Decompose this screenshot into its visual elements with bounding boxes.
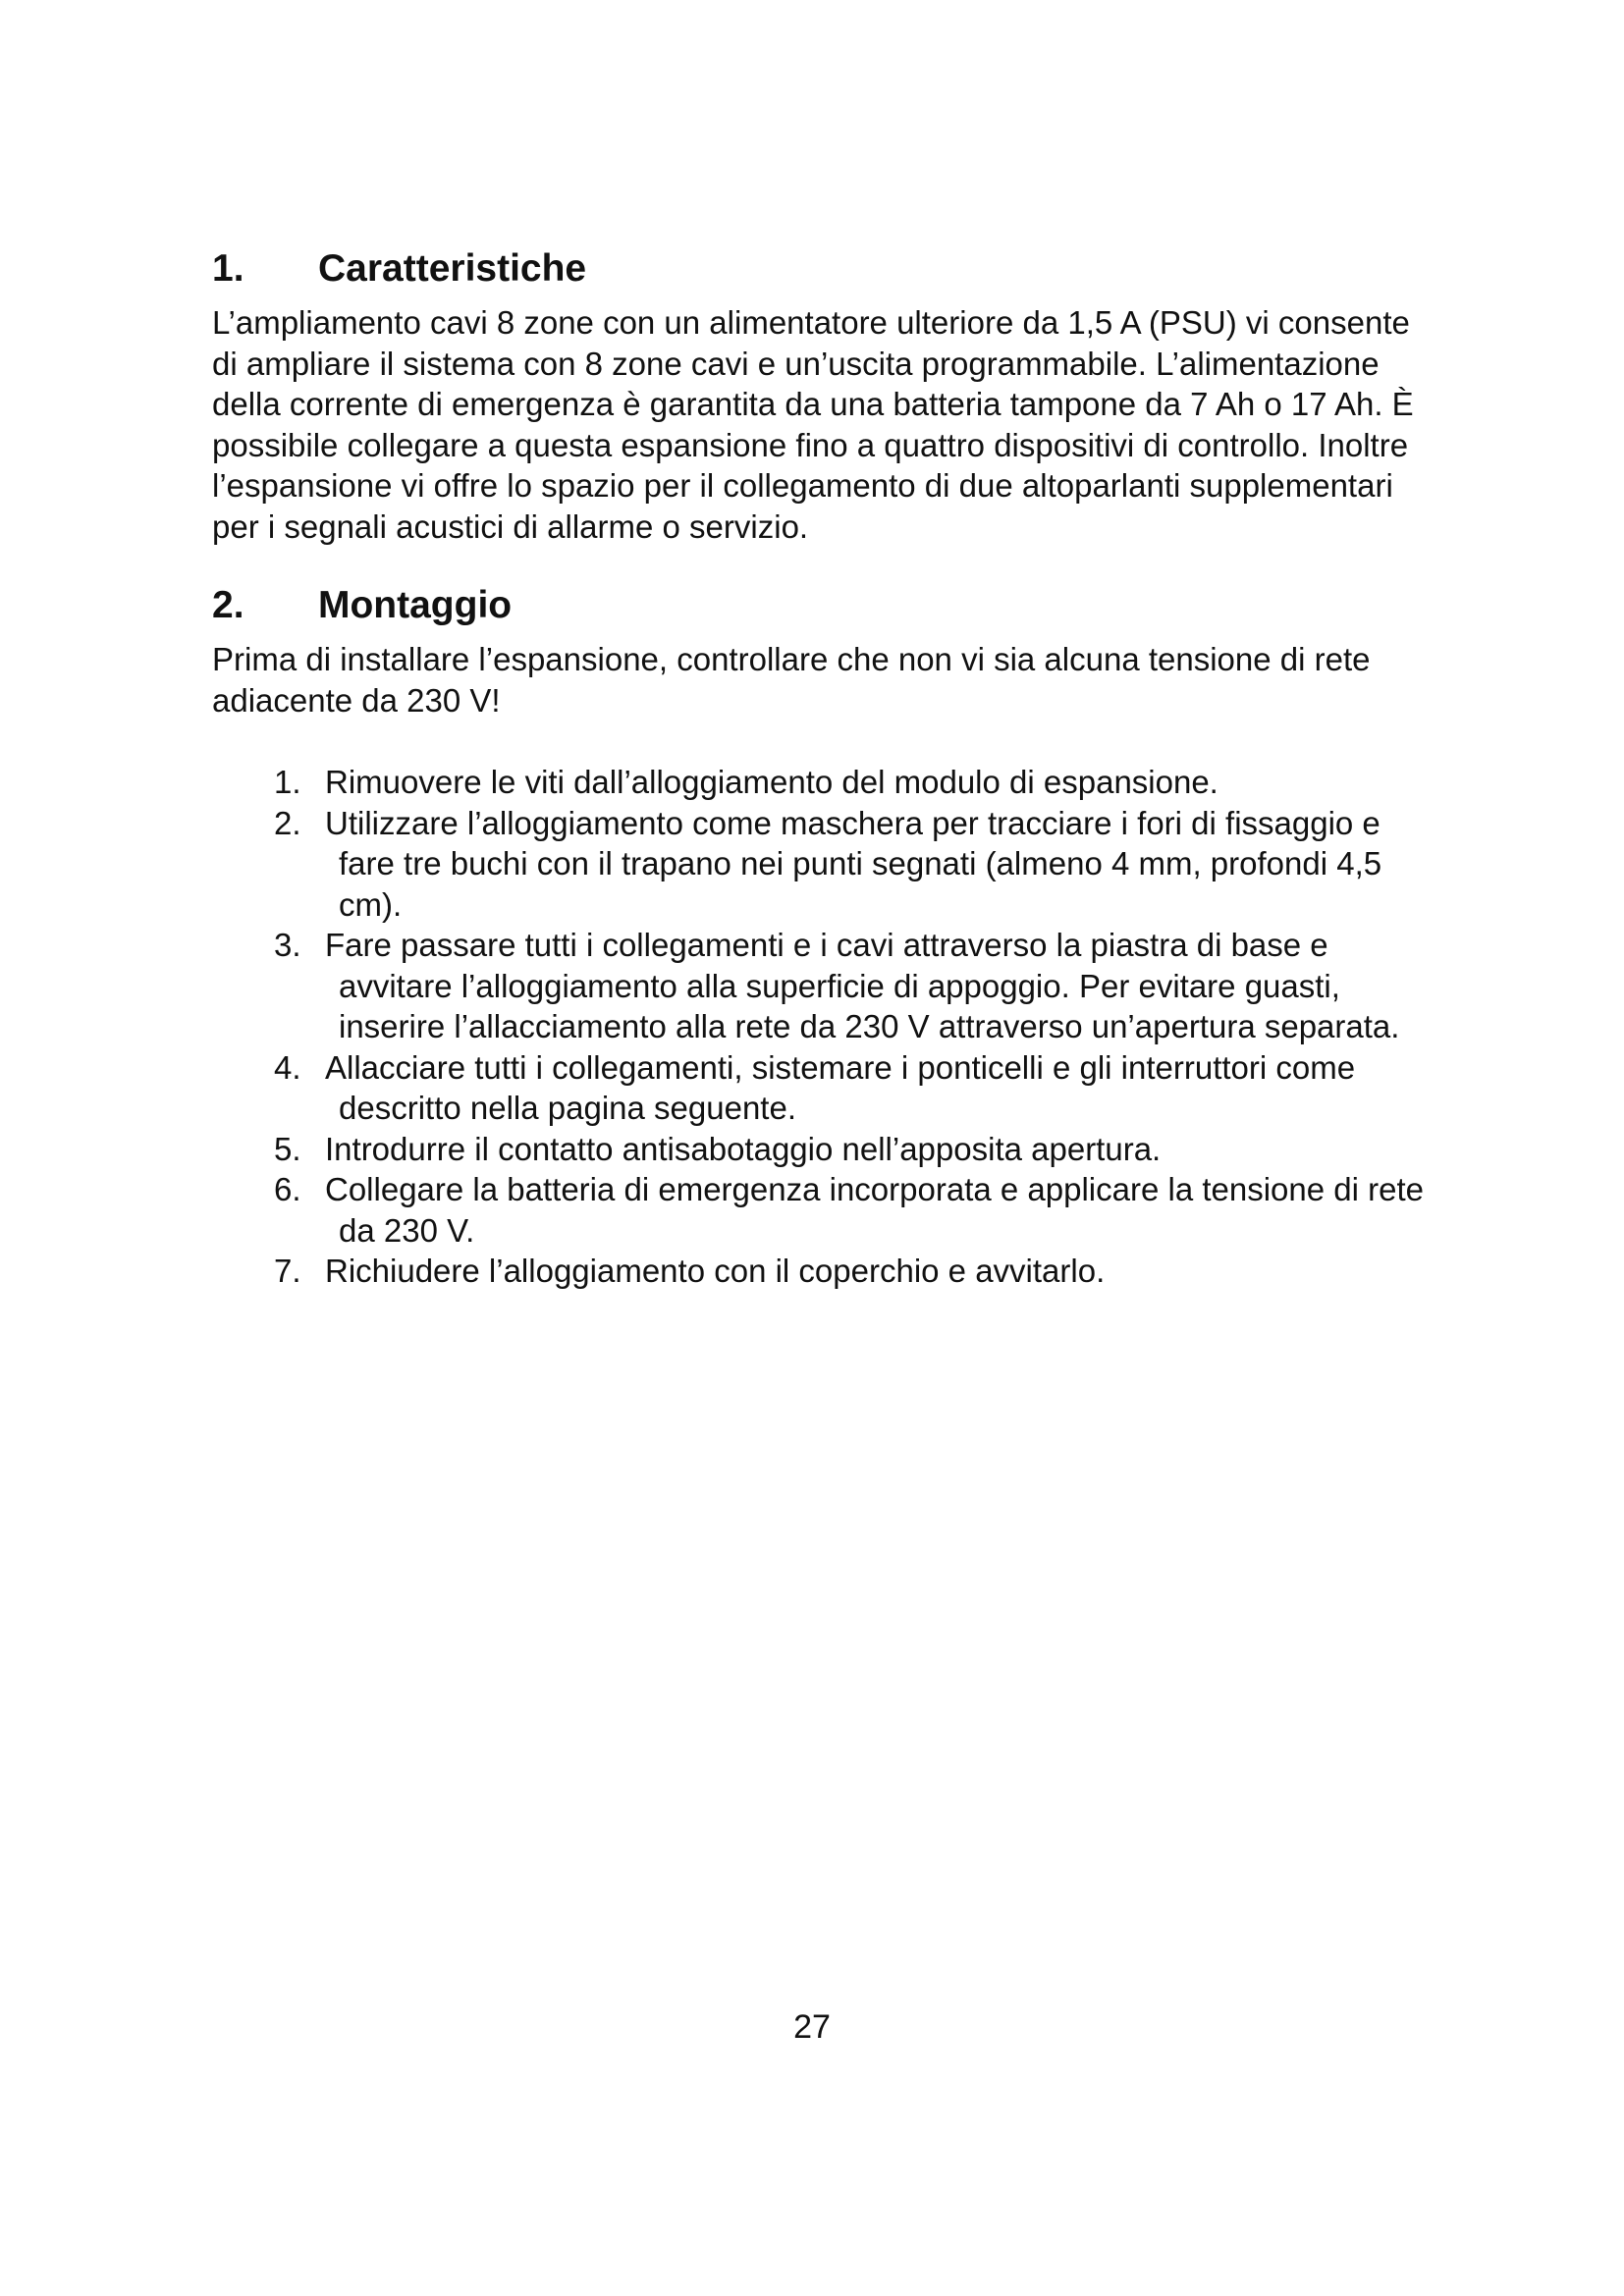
step-number: 4. [274,1048,301,1086]
list-item [274,1129,1430,1170]
section-montaggio [212,582,1430,1292]
document-page [212,245,1430,1292]
step-text: Collegare la batteria di emergenza incorporata e applicare la tensione di rete da 230 V. [325,1171,1425,1249]
step-text: Rimuovere le viti dall’alloggiamento del modulo di espansione. [325,764,1218,800]
step-number: 5. [274,1130,301,1167]
step-text: Introdurre il contatto antisabotaggio nell’apposita apertura. [325,1130,1162,1167]
section-number: 1. [212,247,244,290]
section-heading [212,582,1430,629]
step-number: 3. [274,927,301,963]
list-item [274,925,1430,1047]
body-paragraph: L’ampliamento cavi 8 zone con un alimentatore ulteriore da 1,5 A (PSU) vi consente di ampliare il sistema con 8 zone cavi e un’uscita programmabile. L’alimentazione della corrente di emergenza è garantita da una batteria tampone da 7 Ah o 17 Ah. È possibile collegare a questa espansione fino a quattro dispositivi di controllo. Inoltre l’espansione vi offre lo spazio per il collegamento di due altoparlanti supplementari per i segnali acustici di allarme o servizio. [212,304,1414,545]
list-item [274,1169,1430,1251]
list-item [274,1251,1430,1292]
step-number: 1. [274,764,301,800]
section-caratteristiche [212,245,1430,547]
step-text: Allacciare tutti i collegamenti, sistemare i ponticelli e gli interruttori come descritto nella pagina seguente. [325,1048,1356,1126]
list-item [274,803,1430,926]
page-number: 27 [793,2008,831,2046]
step-text: Fare passare tutti i collegamenti e i cavi attraverso la piastra di base e avvitare l’alloggiamento alla superficie di appoggio. Per evitare guasti, inserire l’allacciamento alla rete da 230 V attraverso un’apertura separata. [325,927,1400,1044]
section-number: 2. [212,584,244,626]
list-item [274,1047,1430,1129]
section-title: Montaggio [318,584,513,626]
installation-steps-list [212,762,1430,1292]
list-item [274,762,1430,803]
step-number: 2. [274,804,301,841]
step-number: 7. [274,1253,301,1289]
step-text: Richiudere l’alloggiamento con il coperchio e avvitarlo. [325,1253,1106,1289]
section-heading [212,245,1430,293]
warning-paragraph: Prima di installare l’espansione, controllare che non vi sia alcuna tensione di rete adiacente da 230 V! [212,641,1371,719]
section-title: Caratteristiche [318,247,587,290]
step-number: 6. [274,1171,301,1207]
step-text: Utilizzare l’alloggiamento come maschera per tracciare i fori di fissaggio e fare tre buchi con il trapano nei punti segnati (almeno 4 mm, profondi 4,5 cm). [325,804,1382,923]
